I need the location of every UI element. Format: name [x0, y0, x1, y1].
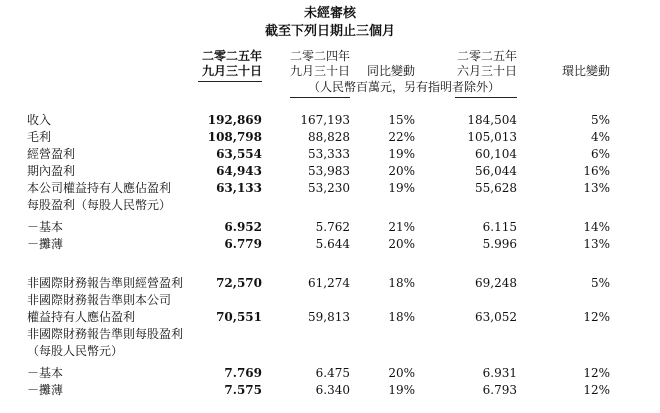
- row-cell-v3: 15%: [388, 113, 415, 127]
- row-cell-v5: 12%: [583, 383, 610, 397]
- row-cell-v5: 4%: [590, 130, 610, 144]
- row-cell-v3: 21%: [388, 220, 415, 234]
- row-cell-v3: 20%: [388, 366, 415, 380]
- row-cell-v5: 5%: [590, 113, 610, 127]
- row-cell-v1: 7.575: [224, 383, 262, 397]
- row-cell-v3: 18%: [388, 310, 415, 324]
- row-cell-v1: 108,798: [207, 130, 262, 144]
- row-cell-v4: 6.793: [482, 383, 517, 397]
- row-cell-v1: 63,554: [216, 147, 262, 161]
- row-label: 非國際財務報告準則本公司: [27, 293, 172, 307]
- row-cell-v3: 19%: [388, 383, 415, 397]
- row-label: 毛利: [27, 130, 52, 144]
- row-cell-v4: 6.931: [482, 366, 517, 380]
- col1-year: 二零二五年: [201, 49, 262, 63]
- row-cell-v5: 13%: [583, 237, 610, 251]
- row-cell-v2: 88,828: [308, 130, 350, 144]
- row-cell-v2: 5.644: [315, 237, 350, 251]
- col1-date: 九月三十日: [201, 64, 262, 78]
- row-cell-v4: 184,504: [467, 113, 517, 127]
- row-label: 本公司權益持有人應佔盈利: [27, 181, 172, 195]
- row-cell-v4: 6.115: [482, 220, 517, 234]
- row-cell-v2: 5.762: [315, 220, 350, 234]
- row-cell-v3: 19%: [388, 181, 415, 195]
- row-cell-v1: 192,869: [207, 113, 262, 127]
- header-title: 未經審核: [303, 6, 356, 21]
- row-cell-v2: 61,274: [308, 276, 350, 290]
- row-cell-v2: 53,333: [308, 147, 350, 161]
- col4-date: 六月三十日: [456, 64, 517, 78]
- row-cell-v2: 6.475: [315, 366, 350, 380]
- row-cell-v3: 20%: [388, 237, 415, 251]
- row-cell-v2: 53,983: [308, 164, 350, 178]
- row-cell-v5: 6%: [590, 147, 610, 161]
- row-cell-v5: 12%: [583, 366, 610, 380]
- col2-year: 二零二四年: [289, 49, 350, 63]
- row-label: －基本: [27, 366, 64, 380]
- row-cell-v3: 18%: [388, 276, 415, 290]
- row-label: －攤薄: [27, 383, 64, 397]
- row-cell-v5: 12%: [583, 310, 610, 324]
- row-cell-v4: 56,044: [475, 164, 517, 178]
- col2-rule: [290, 97, 350, 98]
- row-cell-v5: 5%: [590, 276, 610, 290]
- row-label: －基本: [27, 220, 64, 234]
- row-cell-v4: 105,013: [467, 130, 517, 144]
- row-cell-v4: 60,104: [475, 147, 517, 161]
- col4-year: 二零二五年: [456, 49, 517, 63]
- col2-date: 九月三十日: [289, 64, 350, 78]
- row-cell-v2: 167,193: [300, 113, 350, 127]
- row-cell-v1: 6.779: [224, 237, 262, 251]
- row-cell-v1: 70,551: [216, 310, 262, 324]
- row-label: 經營盈利: [27, 147, 76, 161]
- row-cell-v1: 7.769: [224, 366, 262, 380]
- col5-heading: 環比變動: [561, 64, 610, 78]
- header-period: 截至下列日期止三個月: [264, 24, 395, 39]
- row-cell-v4: 5.996: [482, 237, 517, 251]
- col4-rule: [455, 97, 517, 98]
- row-label: 權益持有人應佔盈利: [27, 310, 136, 324]
- row-cell-v4: 69,248: [475, 276, 517, 290]
- row-cell-v1: 72,570: [216, 276, 262, 290]
- row-label: 期內盈利: [27, 164, 76, 178]
- row-cell-v2: 6.340: [315, 383, 350, 397]
- col3-heading: 同比變動: [366, 64, 415, 78]
- row-label: 非國際財務報告準則經營盈利: [27, 276, 184, 290]
- row-cell-v2: 59,813: [308, 310, 350, 324]
- row-cell-v1: 64,943: [216, 164, 262, 178]
- row-label: （每股人民幣元）: [27, 344, 124, 358]
- row-cell-v3: 22%: [388, 130, 415, 144]
- row-label: 每股盈利（每股人民幣元）: [27, 198, 172, 212]
- row-cell-v4: 55,628: [475, 181, 517, 195]
- row-cell-v3: 19%: [388, 147, 415, 161]
- unit-note: （人民幣百萬元，另有指明者除外）: [308, 80, 501, 94]
- row-cell-v5: 14%: [583, 220, 610, 234]
- col1-rule: [198, 81, 262, 82]
- row-cell-v3: 20%: [388, 164, 415, 178]
- row-cell-v4: 63,052: [475, 310, 517, 324]
- row-label: －攤薄: [27, 237, 64, 251]
- row-cell-v1: 6.952: [224, 220, 262, 234]
- row-label: 收入: [27, 113, 52, 127]
- row-label: 非國際財務報告準則每股盈利: [27, 327, 184, 341]
- row-cell-v1: 63,133: [216, 181, 262, 195]
- row-cell-v5: 16%: [583, 164, 610, 178]
- row-cell-v2: 53,230: [308, 181, 350, 195]
- row-cell-v5: 13%: [583, 181, 610, 195]
